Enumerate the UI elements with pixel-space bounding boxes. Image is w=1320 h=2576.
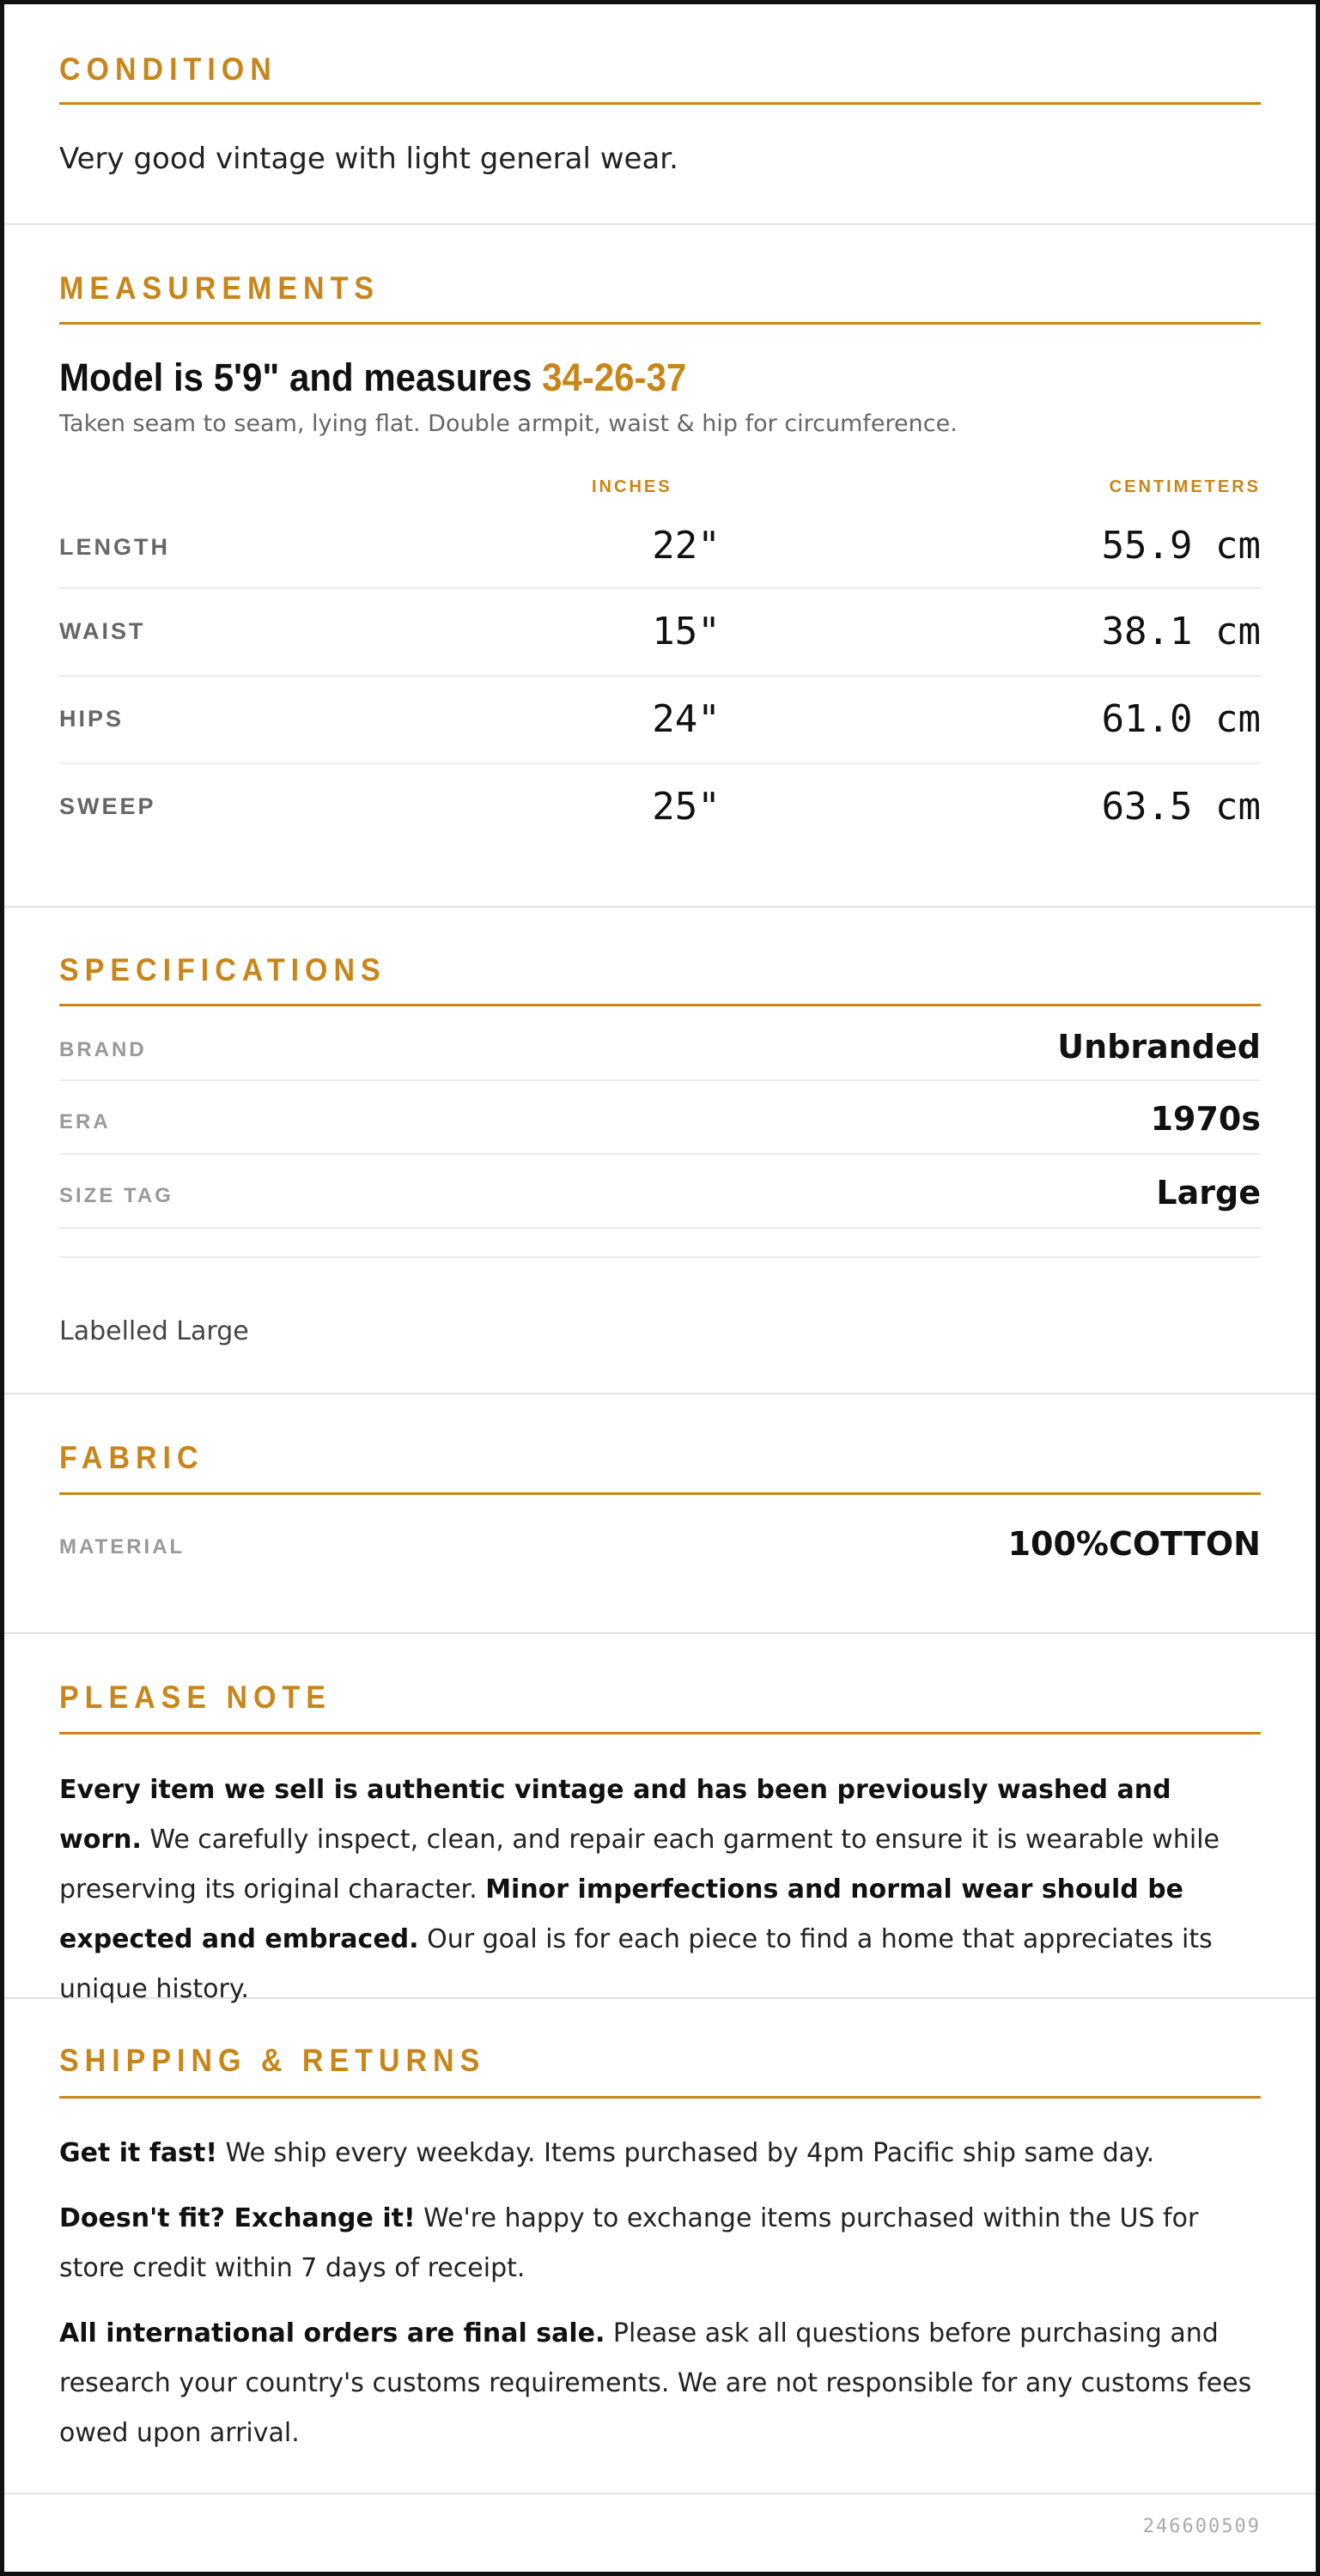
shipping-item-bold: All international orders are final sale. [59,2318,605,2348]
spec-label: ERA [59,1110,111,1133]
shipping-item-fast [59,2129,1261,2178]
please-note-text [59,1765,1261,2014]
spec-row-size-tag [59,1155,1261,1229]
fabric-section [4,1394,1316,1634]
shipping-item-bold: Doesn't fit? Exchange it! [59,2203,416,2233]
fabric-row-material [59,1496,1261,1582]
measurements-title: MEASUREMENTS [59,270,380,307]
measurements-rule [59,322,1261,325]
specifications-rule [59,1004,1261,1006]
model-measures: 34-26-37 [542,355,687,399]
measurement-cm: 61.0 cm [1101,697,1261,741]
specifications-section [4,908,1316,1394]
fabric-label: MATERIAL [59,1535,186,1558]
measurement-cm: 38.1 cm [1101,610,1261,653]
fabric-value: 100%COTTON [1007,1525,1261,1563]
please-note-text-1: We carefully inspect, clean, and repair each garment to ensure it is wearable while preserving its original character. [59,1825,1220,1905]
please-note-title: PLEASE NOTE [59,1680,332,1716]
measurement-inches: 15" [652,610,721,653]
please-note-section [4,1634,1316,2004]
measurement-inches: 22" [652,524,721,568]
shipping-item-international [59,2309,1261,2458]
column-header-inches: INCHES [592,477,672,496]
condition-title: CONDITION [59,52,277,88]
measurement-label: SWEEP [59,793,156,819]
measurement-cm: 63.5 cm [1101,785,1261,829]
spec-label: SIZE TAG [59,1184,173,1207]
model-prefix: Model is 5'9" and measures [59,355,532,399]
shipping-item-text: We're happy to exchange items purchased within the US for store credit within 7 days of receipt. [59,2203,1199,2283]
shipping-item-bold: Get it fast! [59,2138,217,2168]
measurement-cm: 55.9 cm [1101,524,1261,568]
measurement-label: HIPS [59,706,125,732]
spec-row-era [59,1081,1261,1155]
condition-text: Very good vintage with light general wear. [59,142,678,176]
please-note-text-2: Our goal is for each piece to find a home that appreciates its unique history. [59,1924,1213,2004]
condition-section [4,4,1316,225]
condition-rule [59,102,1261,105]
measurement-row-sweep [59,764,1261,850]
measurements-note: Taken seam to seam, lying flat. Double armpit, waist & hip for circumference. [59,410,958,437]
spec-value: Large [1156,1174,1261,1212]
fabric-title: FABRIC [59,1440,204,1476]
shipping-section [4,1999,1316,2494]
measurement-label: LENGTH [59,534,170,560]
size-tag-note: Labelled Large [59,1316,249,1346]
measurement-row-hips [59,677,1261,764]
measurement-label: WAIST [59,618,146,644]
measurements-section [4,225,1316,908]
please-note-rule [59,1732,1261,1735]
measurement-inches: 24" [652,697,721,741]
shipping-title: SHIPPING & RETURNS [59,2043,486,2079]
shipping-item-text: Please ask all questions before purchasing and research your country's customs requirements. We are not responsible for any customs fees owed upon arrival. [59,2318,1252,2448]
fabric-rule [59,1492,1261,1495]
model-statement [59,355,1261,400]
measurement-inches: 25" [652,785,721,829]
shipping-rule [59,2096,1261,2099]
sku-number: 246600509 [1142,2516,1261,2537]
shipping-item-text: We ship every weekday. Items purchased by 4pm Pacific ship same day. [217,2138,1155,2168]
spec-value: 1970s [1150,1100,1261,1138]
measurement-row-length [59,507,1261,589]
spec-label: BRAND [59,1038,147,1061]
spec-divider [59,1229,1261,1258]
shipping-item-exchange [59,2194,1261,2293]
spec-row-brand [59,1007,1261,1081]
please-note-bold-2: Minor imperfections and normal wear should be expected and embraced. [59,1874,1184,1954]
please-note-bold-1: Every item we sell is authentic vintage and has been previously washed and worn. [59,1775,1171,1855]
column-header-centimeters: CENTIMETERS [1109,477,1261,496]
measurement-row-waist [59,589,1261,677]
specifications-title: SPECIFICATIONS [59,952,386,988]
spec-value: Unbranded [1057,1028,1261,1066]
